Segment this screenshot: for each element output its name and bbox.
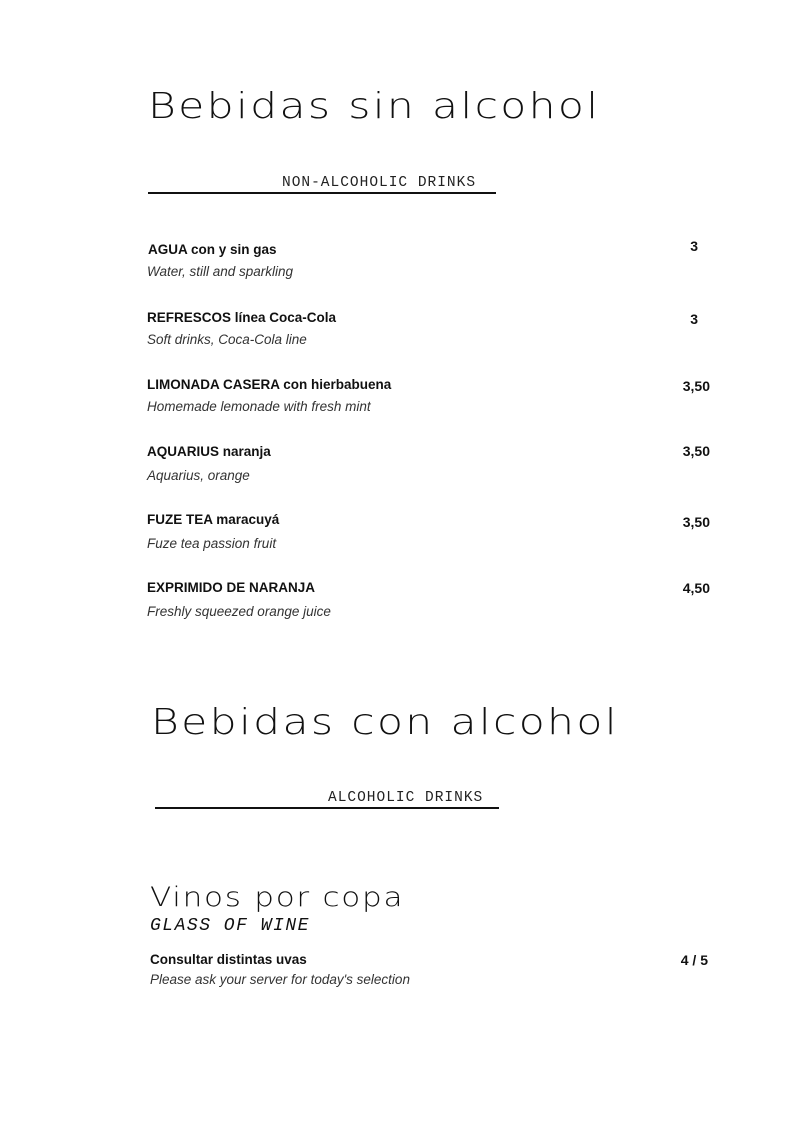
menu-item-price: 4,50: [682, 580, 710, 596]
menu-item-name: EXPRIMIDO DE NARANJA: [147, 580, 316, 595]
menu-item-name: LIMONADA CASERA con hierbabuena: [147, 377, 392, 392]
menu-item-description: Soft drinks, Coca-Cola line: [147, 332, 307, 347]
wine-subtitle: GLASS OF WINE: [150, 916, 310, 936]
section-subtitle-non-alcoholic: NON-ALCOHOLIC DRINKS: [282, 175, 477, 191]
menu-item-price: 3,50: [682, 378, 710, 394]
menu-item-price: 3,50: [682, 443, 710, 459]
section-divider: [148, 192, 496, 194]
menu-item-price: 3,50: [682, 514, 710, 530]
menu-item-name: Consultar distintas uvas: [150, 952, 307, 967]
menu-item-description: Fuze tea passion fruit: [147, 536, 277, 551]
menu-item-name: AGUA con y sin gas: [148, 242, 277, 257]
menu-item-price: 3: [690, 311, 698, 327]
menu-item-price: 4 / 5: [680, 952, 708, 968]
menu-item-description: Aquarius, orange: [147, 468, 250, 483]
section-title-alcoholic: Bebidas con alcohol: [151, 702, 619, 743]
menu-item-name: FUZE TEA maracuyá: [147, 512, 280, 527]
menu-item-price: 3: [690, 238, 698, 254]
section-divider: [155, 807, 499, 809]
menu-item-description: Please ask your server for today's selection: [150, 972, 410, 987]
wine-title: Vinos por copa: [150, 882, 405, 913]
menu-item-name: REFRESCOS línea Coca-Cola: [147, 310, 337, 325]
menu-item-name: AQUARIUS naranja: [147, 444, 271, 459]
menu-item-description: Freshly squeezed orange juice: [147, 604, 331, 619]
menu-item-description: Water, still and sparkling: [147, 264, 294, 279]
menu-item-description: Homemade lemonade with fresh mint: [147, 399, 371, 414]
section-title-non-alcoholic: Bebidas sin alcohol: [148, 86, 601, 127]
section-subtitle-alcoholic: ALCOHOLIC DRINKS: [328, 790, 484, 806]
